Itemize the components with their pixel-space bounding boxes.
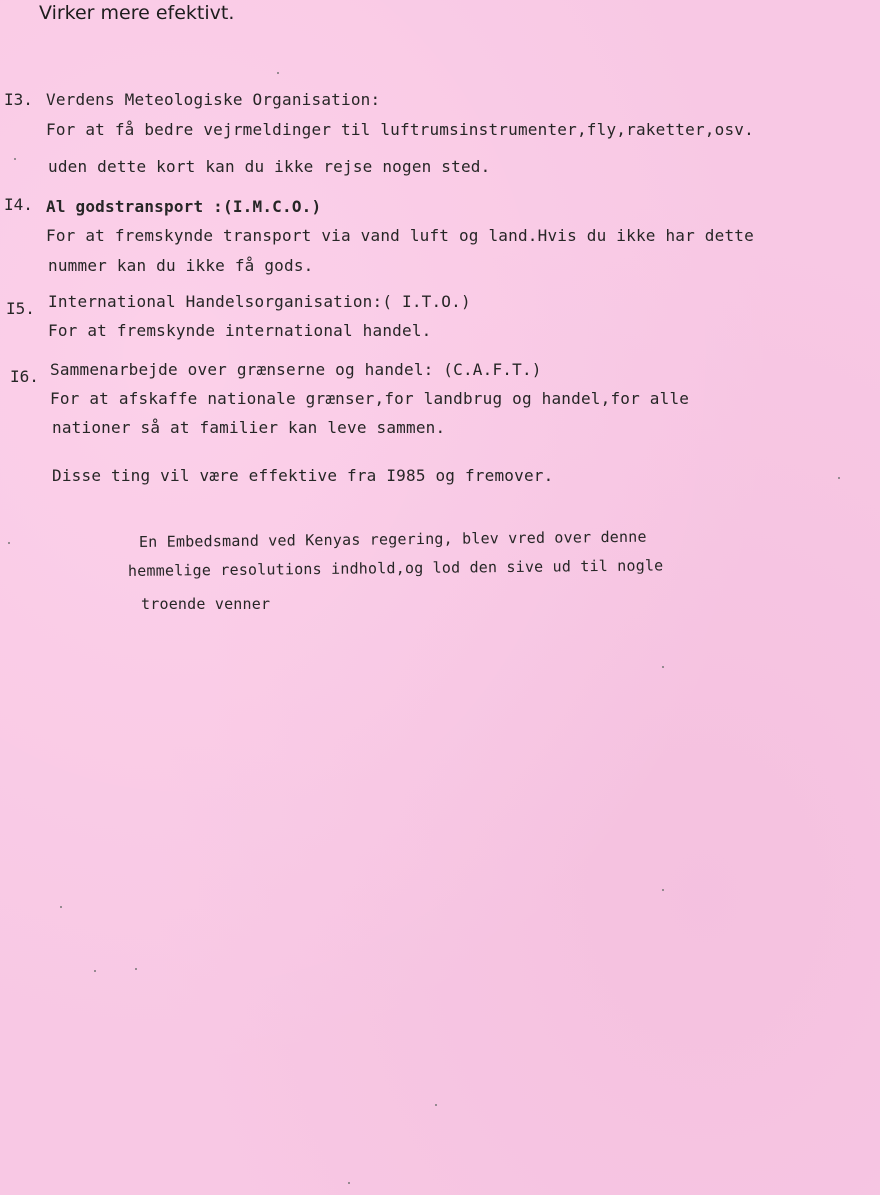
item-13-number: I3. <box>4 90 33 109</box>
footnote-line-3: troende venner <box>141 595 271 613</box>
paper-speck <box>135 968 137 970</box>
effective-date-note: Disse ting vil være effektive fra I985 og fremover. <box>52 466 554 485</box>
paper-speck <box>14 158 16 160</box>
paper-speck <box>277 72 279 74</box>
item-14-title: Al godstransport :(I.M.C.O.) <box>46 197 322 216</box>
item-16-number: I6. <box>10 367 39 386</box>
item-14-number: I4. <box>4 195 33 214</box>
page-header: Virker mere efektivt. <box>39 2 235 24</box>
paper-speck <box>435 1104 437 1106</box>
item-14-line-1: For at fremskynde transport via vand luft og land.Hvis du ikke har dette <box>46 226 754 245</box>
item-14-line-2: nummer kan du ikke få gods. <box>48 256 314 275</box>
paper-speck <box>662 889 664 891</box>
item-16-title: Sammenarbejde over grænserne og handel: (C.A.F.T.) <box>50 360 542 379</box>
item-15-number: I5. <box>6 299 35 318</box>
paper-speck <box>662 666 664 668</box>
paper-speck <box>838 477 840 479</box>
item-15-line-1: For at fremskynde international handel. <box>48 321 432 340</box>
footnote-line-2: hemmelige resolutions indhold,og lod den sive ud til nogle <box>127 556 664 580</box>
item-15-title: International Handelsorganisation:( I.T.O.) <box>48 292 471 311</box>
item-13-title: Verdens Meteologiske Organisation: <box>46 90 381 109</box>
item-16-line-2: nationer så at familier kan leve sammen. <box>52 418 446 437</box>
footnote-line-1: En Embedsmand ved Kenyas regering, blev vred over denne <box>138 527 647 551</box>
paper-speck <box>60 906 62 908</box>
paper-speck <box>94 970 96 972</box>
item-16-line-1: For at afskaffe nationale grænser,for landbrug og handel,for alle <box>50 389 690 408</box>
paper-speck <box>8 542 10 544</box>
paper-speck <box>348 1182 350 1184</box>
item-13-line-2: uden dette kort kan du ikke rejse nogen sted. <box>48 157 491 176</box>
item-13-line-1: For at få bedre vejrmeldinger til luftrumsinstrumenter,fly,raketter,osv. <box>46 120 754 139</box>
